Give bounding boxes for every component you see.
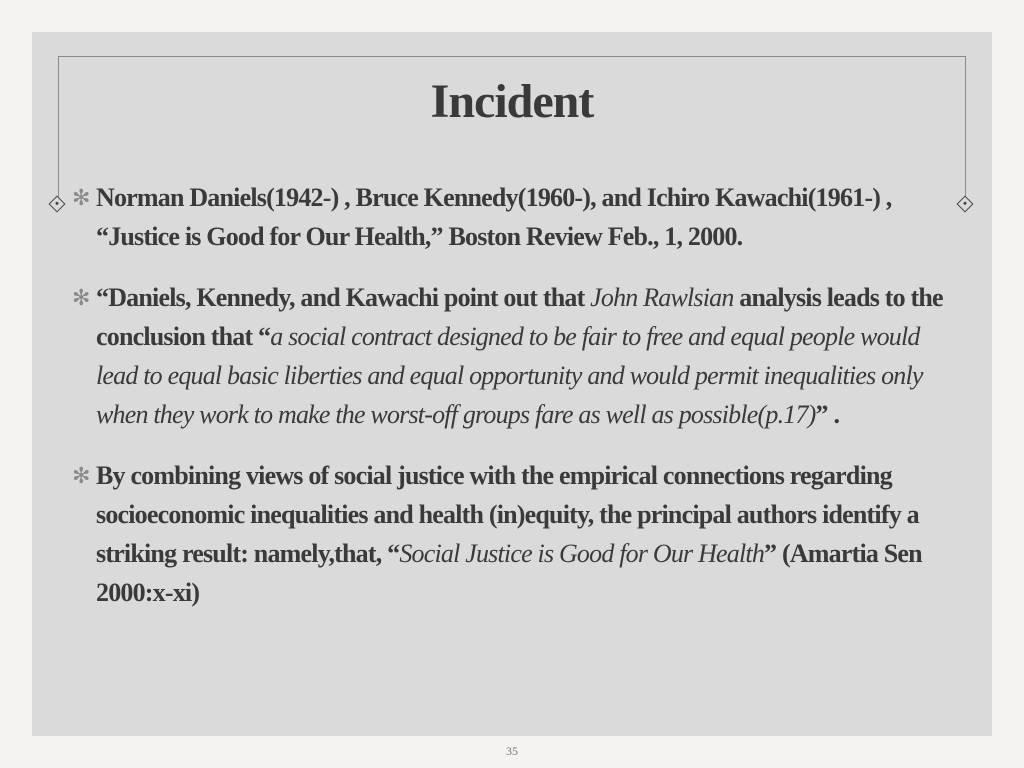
page-number: 35	[506, 744, 518, 758]
bullet-list	[72, 178, 952, 634]
bullet-text-italic: a social contract designed to be fair to free and equal people would lead to equal basic liberties and equal opportunity and would permit inequalities only when they work to make the worst-off groups fare as well as possible(p.17)	[96, 322, 923, 429]
slide-title: Incident	[430, 75, 594, 128]
bullet-text-italic: Social Justice is Good for Our Health	[399, 539, 765, 568]
bullet-item	[72, 456, 952, 612]
asterisk-bullet-icon: ✻	[72, 285, 90, 310]
bullet-item	[72, 278, 952, 434]
bullet-text: Norman Daniels(1942-) , Bruce Kennedy(1960-), and Ichiro Kawachi(1961-) , “Justice is Good for Our Health,” Boston Review Feb., 1, 2000.	[96, 183, 892, 251]
bullet-text: “Daniels, Kennedy, and Kawachi point out that	[96, 283, 591, 312]
bullet-text: ” .	[815, 400, 840, 429]
asterisk-bullet-icon: ✻	[72, 463, 90, 488]
bullet-item	[72, 178, 952, 256]
bullet-text: analysis leads to the conclusion that “	[96, 283, 943, 351]
bullet-text: ” (Amartia Sen 2000:x-xi)	[96, 539, 922, 607]
bullet-text-italic: John Rawlsian	[590, 283, 734, 312]
slide	[32, 32, 992, 736]
bullet-text: By combining views of social justice with the empirical connections regarding socioeconomic inequalities and health (in)equity, the principal authors identify a striking result: namely,that, “	[96, 461, 919, 568]
asterisk-bullet-icon: ✻	[72, 185, 90, 210]
